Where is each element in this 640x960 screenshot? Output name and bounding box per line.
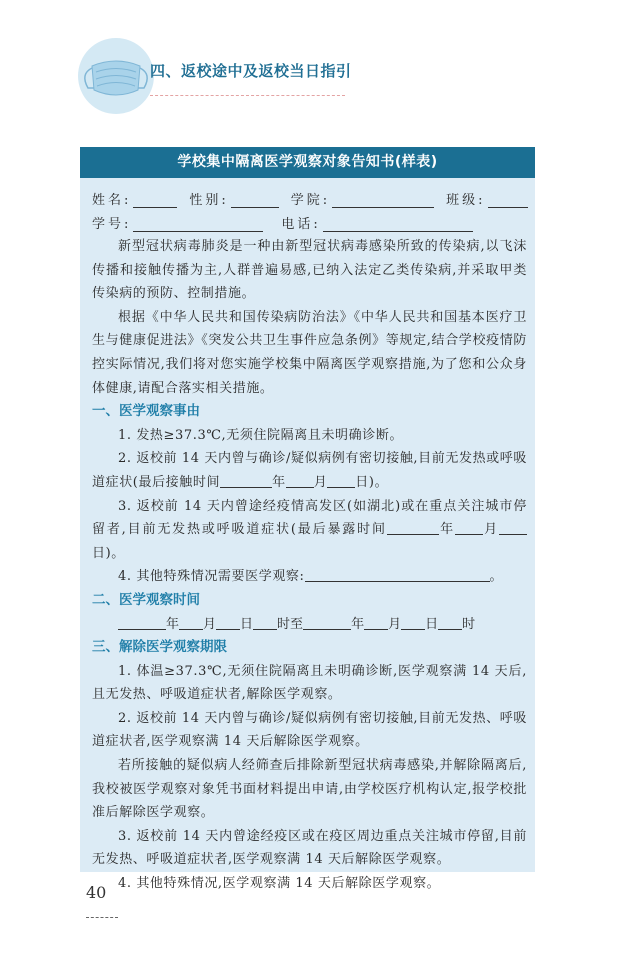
face-mask-icon (78, 38, 154, 114)
contact-month-field[interactable] (286, 474, 314, 488)
year-label: 年 (438, 522, 455, 538)
section-1-heading: 一、医学观察事由 (92, 403, 200, 420)
start-day-field[interactable] (216, 616, 240, 630)
section-3-note: 若所接触的疑似病人经筛查后排除新型冠状病毒感染,并解除隔离后,我校被医学观察对象凭书面材料提出申请,由学校医疗机构认定,报学校批准后解除医学观察。 (92, 758, 527, 821)
end-hour-field[interactable] (438, 616, 462, 630)
exposure-month-field[interactable] (455, 521, 483, 535)
gender-field[interactable] (231, 193, 279, 208)
form-fields (92, 184, 532, 232)
intro-paragraph-2: 根据《中华人民共和国传染病防治法》《中华人民共和国基本医疗卫生与健康促进法》《突发公共卫生事件应急条例》等规定,结合学校疫情防控实际情况,我们将对您实施学校集中隔离医学观察措施,为了您和公众身体健康,请配合落实相关措施。 (92, 309, 527, 396)
year-label: 年 (166, 616, 180, 632)
section-1-item-4 (92, 565, 527, 589)
page-number: 40 (86, 883, 107, 902)
chapter-header (0, 0, 640, 120)
month-label: 月 (313, 474, 328, 490)
exposure-year-field[interactable] (387, 521, 439, 535)
name-label: 姓名: (92, 193, 132, 208)
month-label: 月 (203, 616, 217, 632)
page-number-divider (86, 917, 118, 918)
end-year-field[interactable] (303, 616, 351, 630)
section-1-item-2 (92, 447, 527, 494)
class-label: 班级: (446, 193, 486, 208)
fields-row-2 (92, 208, 532, 232)
month-label: 月 (482, 522, 499, 538)
period-label: 。 (489, 569, 504, 585)
notice-form (80, 147, 535, 892)
college-label: 学院: (290, 193, 331, 208)
section-2-heading: 二、医学观察时间 (92, 591, 200, 608)
day-label: 日 (240, 616, 254, 632)
fields-row-1 (92, 184, 532, 208)
hour-label: 时 (462, 616, 476, 632)
other-reason-field[interactable] (305, 568, 490, 582)
chapter-title: 四、返校途中及返校当日指引 (150, 62, 352, 80)
start-year-field[interactable] (118, 616, 166, 630)
item-2-text: 2. 返校前 14 天内曾与确诊/疑似病例有密切接触,目前无发热或呼吸道症状(最后接触时间 (92, 451, 527, 490)
start-hour-field[interactable] (253, 616, 277, 630)
form-title: 学校集中隔离医学观察对象告知书(样表) (80, 147, 535, 178)
section-3-item-3: 3. 返校前 14 天内曾途经疫区或在疫区周边重点关注城市停留,目前无发热、呼吸道症状者,医学观察满 14 天后解除医学观察。 (92, 828, 527, 868)
item-4-text: 4. 其他特殊情况需要医学观察: (118, 569, 305, 585)
end-month-field[interactable] (364, 616, 388, 630)
item-3-text: 3. 返校前 14 天内曾途经疫情高发区(如湖北)或在重点关注城市停留者,目前无发热或呼吸道症状(最后暴露时间 (92, 498, 527, 538)
start-month-field[interactable] (179, 616, 203, 630)
contact-year-field[interactable] (220, 474, 272, 488)
name-field[interactable] (133, 193, 177, 208)
student-id-label: 学号: (92, 217, 132, 232)
month-label: 月 (388, 616, 402, 632)
observation-period (92, 613, 527, 637)
phone-field[interactable] (323, 217, 473, 232)
phone-label: 电话: (281, 217, 321, 232)
section-1-item-3 (92, 495, 527, 566)
year-label: 年 (272, 474, 286, 490)
section-1-item-1: 1. 发热≥37.3℃,无须住院隔离且未明确诊断。 (118, 427, 404, 443)
college-field[interactable] (332, 193, 434, 208)
contact-day-field[interactable] (327, 474, 355, 488)
section-3-item-1: 1. 体温≥37.3℃,无须住院隔离且未明确诊断,医学观察满 14 天后,且无发热、呼吸道症状者,解除医学观察。 (92, 663, 527, 703)
gender-label: 性别: (189, 193, 229, 208)
chapter-divider (150, 95, 345, 96)
section-3-item-4: 4. 其他特殊情况,医学观察满 14 天后解除医学观察。 (118, 876, 441, 892)
section-3-item-2: 2. 返校前 14 天内曾与确诊/疑似病例有密切接触,目前无发热、呼吸道症状者,医学观察满 14 天后解除医学观察。 (92, 710, 527, 750)
year-label: 年 (351, 616, 365, 632)
hour-to-label: 时至 (277, 616, 304, 632)
class-field[interactable] (488, 193, 528, 208)
section-3-heading: 三、解除医学观察期限 (92, 639, 227, 656)
day-label: 日 (425, 616, 439, 632)
day-label: 日)。 (92, 545, 125, 561)
day-label: 日)。 (355, 474, 389, 490)
student-id-field[interactable] (133, 217, 263, 232)
exposure-day-field[interactable] (499, 521, 527, 535)
intro-paragraph-1: 新型冠状病毒肺炎是一种由新型冠状病毒感染所致的传染病,以飞沫传播和接触传播为主,人群普遍易感,已纳入法定乙类传染病,并采取甲类传染病的预防、控制措施。 (92, 239, 527, 302)
end-day-field[interactable] (401, 616, 425, 630)
form-body (92, 235, 527, 896)
